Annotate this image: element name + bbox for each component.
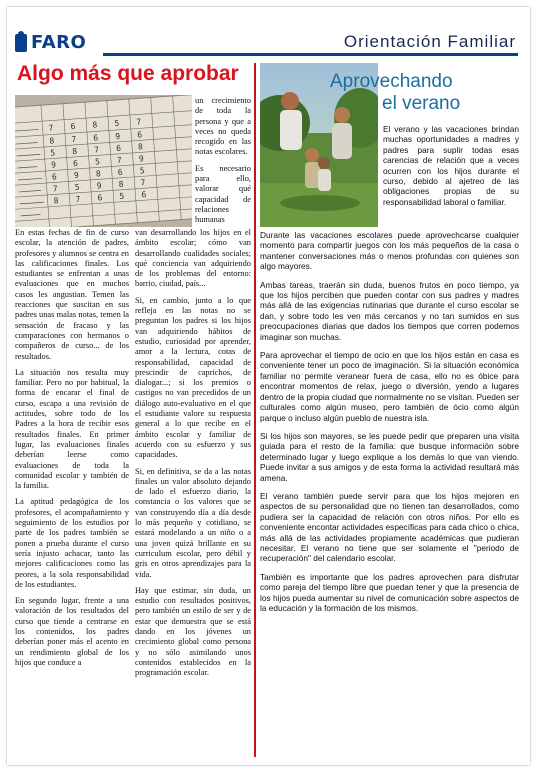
svg-text:7: 7 [52, 184, 58, 194]
faro-logo [13, 32, 101, 54]
paragraph: En segundo lugar, frente a una valoración de los resultados del curso que tiende a centrarse en los contenidos, los padres deberían poner más el acento en un rendimiento global de los hijos que conduce a [15, 596, 129, 667]
section-title: Orientación Familiar [343, 32, 516, 51]
header-rule [103, 53, 518, 56]
svg-text:9: 9 [73, 170, 80, 181]
svg-text:6: 6 [97, 193, 103, 203]
svg-text:7: 7 [136, 117, 142, 127]
svg-text:8: 8 [49, 136, 55, 146]
page-header [7, 7, 530, 59]
paragraph: van desarrollando los hijos en el ámbito escolar; cómo van desarrollando cualidades sociales; qué conciencia van adquiriendo de los problemas del entorno: barrio, ciudad, país... [135, 228, 251, 289]
paragraph: Ambas tareas, traerán sin duda, buenos frutos en poco tiempo, ya que los hijos perciben que pueden contar con sus padres y madres más allá de las exigencias rutinarias que durante el curso escolar se dan, y sobre todo les ven más cercanos y no tan sumidos en sus preocupaciones diarias que dados los tiempos que corren podemos imaginar son muchas. [260, 279, 519, 342]
svg-text:9: 9 [115, 131, 121, 142]
svg-text:8: 8 [118, 179, 124, 189]
svg-text:7: 7 [140, 178, 146, 188]
left-article-title: Algo más que aprobar [17, 62, 239, 85]
paragraph: También es importante que los padres aprovechen para disfrutar como pareja del tiempo libre que puedan tener y que la presencia de los hijos pueda aumentar su nivel de comunicación sobre aspectos de la educación y la formación de los mismos. [260, 571, 519, 613]
paragraph: Para aprovechar el tiempo de ocio en que los hijos están en casa es conveniente tener un poco de imaginación. Si la situación económica familiar no permite veranear fuera de casa, ello no es óbice para encontrar momentos de relax, juego o diversión, yendo a lugares dentro de la propia ciudad que normalmente no se visitan. Pueden ser culturales como algún museo, pero también de ócio como algún parque o incluso algún pueblo de nuestra isla. [260, 350, 519, 423]
svg-text:5: 5 [139, 166, 145, 176]
svg-text:6: 6 [115, 143, 122, 154]
logo-text: FARO [31, 32, 87, 53]
paragraph: Si los hijos son mayores, se les puede pedir que preparen una visita guiada para el resto de la familia: que busque información sobre determinado lugar y luego explique a los demás lo que van viendo. Puede invitar a sus amigos y de esta forma la actividad resultará más amena. [260, 430, 519, 483]
svg-text:7: 7 [71, 134, 77, 145]
svg-text:8: 8 [53, 196, 59, 206]
svg-text:7: 7 [93, 145, 100, 155]
left-column2-top [195, 96, 251, 232]
svg-text:5: 5 [94, 157, 101, 167]
right-article-intro: El verano y las vacaciones brindan muchas oportunidades a madres y padres para suplir todas esas carencias de relación que a veces ocurren con los hijos durante el curso, debido al ajetreo de las obligaciones propias de su responsabilidad laboral o familiar. [383, 124, 519, 207]
paragraph: un crecimiento de toda la persona y que a veces no queda recogido en las notas escolares. [195, 96, 251, 157]
svg-text:5: 5 [74, 182, 80, 193]
svg-text:6: 6 [70, 121, 76, 132]
paragraph: Si, en definitiva, se da a las notas finales un valor absoluto dejando de lado el esfuerzo diario, la constancia o los valores que se van construyendo día a día desde lo más pequeño y cotidiano, se estará modelando a un niño o a una joven quizá brillante en su curriculum escolar, pero débil y gris en otros aprendizajes para la vida. [135, 466, 251, 579]
svg-text:6: 6 [136, 130, 143, 140]
lighthouse-icon [15, 34, 27, 52]
svg-text:9: 9 [50, 160, 57, 170]
paragraph: Durante las vacaciones escolares puede aprovechcarse cualquier momento para compartir juegos con los más pequeños de la casa o mantener conversaciones más o menos profundas con quienes son algo mayores. [260, 230, 519, 272]
paragraph: Es necesario para ello, valorar qué capacidad de relaciones humanas [195, 163, 251, 225]
svg-text:6: 6 [93, 133, 99, 143]
report-card-image [15, 95, 192, 227]
paragraph: En estas fechas de fin de curso escolar, la atención de padres, profesores y alumnos se centra en las calificaciones finales. Los estudiantes se enfrentan a unas evaluaciones que en muchos casos les angustian. Temen las reacciones que suscitan en sus padres unas malas notas, temen la sensación de fracaso y las comparaciones con hermanos o compañeros de curso... de los resultados. [15, 228, 129, 361]
svg-text:6: 6 [141, 190, 147, 200]
paragraph: El verano también puede servir para que los hijos mejoren en aspectos de su personalidad que no tienen tan desarrollados, como pudiera ser la capacidad de relación con otros niños. Por ello es conveniente encontar actividades específicas para cada chico o chica, más allá de las actividades propiamente académicas que pudieran necesitar. El verano no tiene que ser solamente el "periodo de recuperación" del calendario escolar. [260, 490, 519, 564]
svg-text:6: 6 [117, 167, 123, 177]
report-card-photo [15, 95, 192, 227]
left-column1 [15, 228, 129, 674]
svg-text:8: 8 [71, 146, 78, 157]
paragraph: Si, en cambio, junto a lo que refleja en las notas no se preguntan los padres si los hijos van adquiriendo hábitos de estudio, curiosidad por aprender, amor a la lectura, cotas de responsabilidad, capacidad de prescindir de caprichos, de dialogar...; si los premios o castigos no van precedidos de un diálogo auto-evaluativo en el que el estudiante valore su respuesta general a lo que recibe en el ámbito escolar y familiar de acuerdo con su esfuerzo y sus capacidades. [135, 295, 251, 460]
svg-text:9: 9 [138, 154, 145, 164]
column-divider [254, 63, 256, 757]
svg-text:5: 5 [114, 118, 120, 129]
svg-text:7: 7 [116, 155, 123, 166]
svg-text:5: 5 [119, 191, 125, 201]
paragraph: Hay que estimar, sin duda, un estudio con resultados positivos, pero también un estilo de ser y de estar que demuestra que se está dando en los jóvenes un crecimiento global como persona y no sólo asimilando unos contenidos establecidos en la programación escolar. [135, 585, 251, 678]
svg-text:5: 5 [50, 148, 56, 158]
svg-text:6: 6 [72, 158, 79, 169]
svg-text:6: 6 [51, 172, 58, 182]
svg-text:7: 7 [48, 123, 54, 133]
right-article-body [260, 230, 519, 621]
right-article-title-line2: el verano [382, 93, 461, 114]
svg-text:8: 8 [137, 142, 144, 152]
svg-text:9: 9 [96, 181, 102, 191]
right-article-title-line1: Aprovechando [330, 71, 453, 92]
left-column2 [135, 228, 251, 684]
svg-text:8: 8 [95, 169, 102, 179]
svg-text:8: 8 [92, 120, 98, 130]
svg-text:7: 7 [75, 194, 81, 204]
magazine-page [7, 7, 530, 765]
paragraph: La situación nos resulta muy familiar. Pero no por habitual, la forma de encarar el final de curso, escapa a una revisión de actitudes, sobre todo de los Padres a la hora de recibir esos resultados finales. En primer lugar, las evaluaciones finales deberían leerse como evaluaciones de toda la comunidad escolar y también de la familia. [15, 367, 129, 491]
paragraph: La aptitud pedagógica de los profesores, el acompañamiento y seguimiento de los estudios por parte de los padres también se ponen a prueba durante el curso sería injusto achacar, tanto las mejores calificaciones como las peores, a la sola responsabilidad de los estudiantes. [15, 497, 129, 589]
